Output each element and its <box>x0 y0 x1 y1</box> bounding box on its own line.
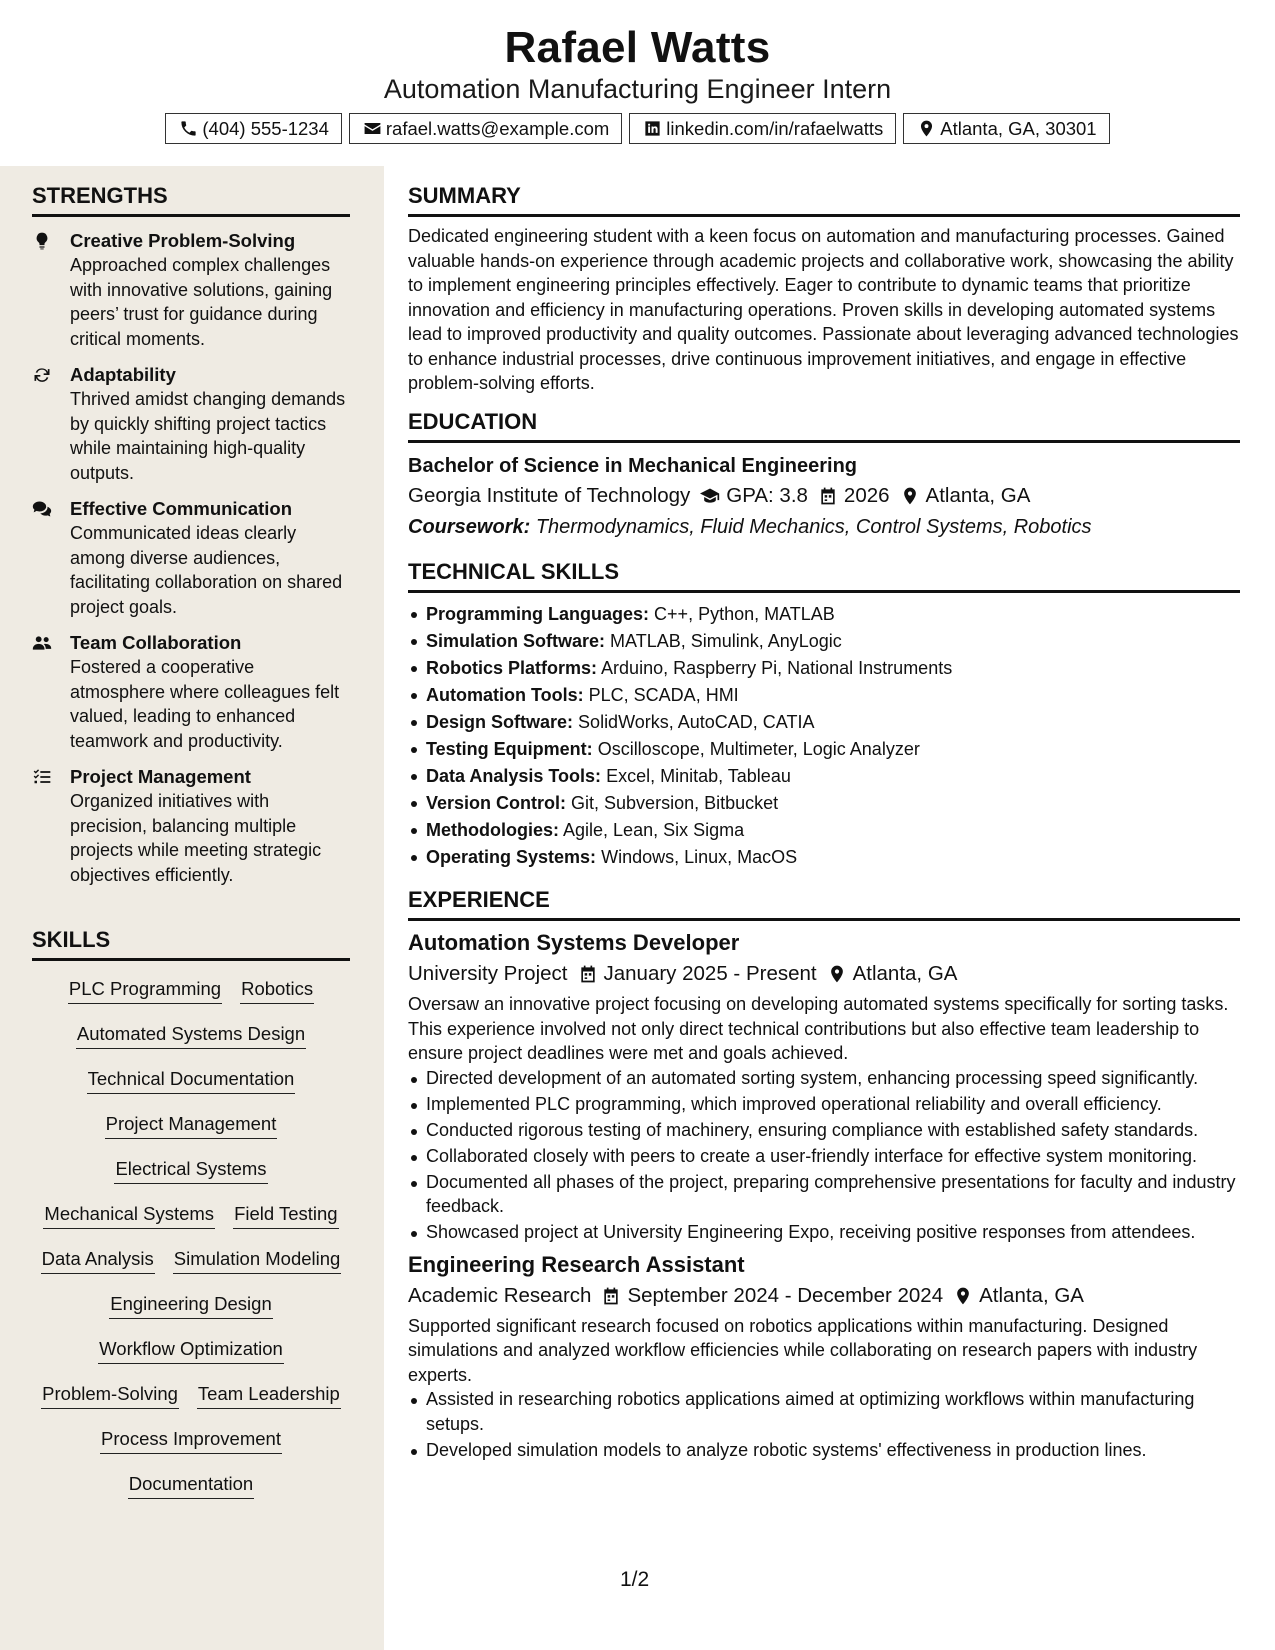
strength-item <box>32 631 350 753</box>
education-section <box>408 408 1240 541</box>
list-item <box>408 790 1240 817</box>
job-bullets <box>408 1387 1240 1462</box>
skill-value: SolidWorks, AutoCAD, CATIA <box>578 712 815 732</box>
skill-tag: Problem-Solving <box>41 1382 179 1409</box>
skill-tag: Mechanical Systems <box>43 1202 215 1229</box>
summary-section <box>408 182 1240 396</box>
skill-label: Version Control: <box>426 793 567 813</box>
gpa: GPA: 3.8 <box>726 484 808 507</box>
education-heading: EDUCATION <box>408 408 1240 443</box>
strength-description: Thrived amidst changing demands by quickly shifting project tactics while maintaining high-quality outputs. <box>70 389 346 483</box>
list-item <box>408 628 1240 655</box>
skill-label: Operating Systems: <box>426 847 597 867</box>
refresh-icon <box>32 365 52 385</box>
skill-tags <box>32 967 350 1507</box>
job-org: Academic Research <box>408 1283 592 1307</box>
comments-icon <box>32 499 52 519</box>
map-pin-icon <box>953 1286 973 1306</box>
strength-title: Project Management <box>70 766 251 787</box>
skill-tag: Automated Systems Design <box>76 1022 306 1049</box>
strength-description: Communicated ideas clearly among diverse audiences, facilitating collaboration on shared project goals. <box>70 523 343 617</box>
skill-label: Simulation Software: <box>426 631 606 651</box>
skill-tag: Simulation Modeling <box>173 1247 342 1274</box>
strength-description: Organized initiatives with precision, balancing multiple projects while meeting strategic objectives efficiently. <box>70 791 322 885</box>
coursework <box>408 513 1240 541</box>
job-entry <box>408 1251 1240 1463</box>
skill-value: Windows, Linux, MacOS <box>601 847 798 867</box>
phone-text: (404) 555-1234 <box>202 117 329 139</box>
contact-location[interactable] <box>903 113 1109 144</box>
skill-tag: Data Analysis <box>41 1247 155 1274</box>
strength-title: Adaptability <box>70 364 176 385</box>
strengths-heading: STRENGTHS <box>32 182 350 217</box>
experience-section <box>408 886 1240 1464</box>
job-location: Atlanta, GA <box>852 962 958 985</box>
map-pin-icon <box>917 119 936 138</box>
map-pin-icon <box>900 486 920 506</box>
skill-label: Programming Languages: <box>426 604 650 624</box>
job-bullets <box>408 1066 1240 1245</box>
skill-tag: PLC Programming <box>68 977 222 1004</box>
skill-value: Git, Subversion, Bitbucket <box>571 793 779 813</box>
job-entry <box>408 929 1240 1245</box>
location-text: Atlanta, GA, 30301 <box>940 117 1097 139</box>
degree: Bachelor of Science in Mechanical Engineering <box>408 455 858 477</box>
list-item <box>408 763 1240 790</box>
skill-tag: Documentation <box>128 1472 254 1499</box>
list-item: Assisted in researching robotics applications aimed at optimizing workflows within manufacturing setups. <box>408 1387 1240 1436</box>
list-item: Collaborated closely with peers to create a user-friendly interface for effective system monitoring. <box>408 1144 1240 1169</box>
skill-tag: Workflow Optimization <box>98 1337 284 1364</box>
coursework-label: Coursework: <box>408 516 531 538</box>
skill-value: MATLAB, Simulink, AnyLogic <box>610 631 842 651</box>
graduation-cap-icon <box>700 486 720 506</box>
skill-value: Agile, Lean, Six Sigma <box>563 820 745 840</box>
skill-value: Oscilloscope, Multimeter, Logic Analyzer <box>597 739 920 759</box>
job-title: Automation Systems Developer <box>408 930 740 955</box>
skill-tag: Project Management <box>105 1112 278 1139</box>
school: Georgia Institute of Technology <box>408 484 691 507</box>
job-description: Oversaw an innovative project focusing on developing automated systems specifically for sorting tasks. This experience involved not only direct technical contributions but also effective team leadership to ensure project deadlines were met and goals achieved. <box>408 994 1229 1063</box>
list-item: Documented all phases of the project, preparing comprehensive presentations for faculty and industry feedback. <box>408 1170 1240 1219</box>
strength-item <box>32 363 350 485</box>
skill-value: Arduino, Raspberry Pi, National Instruments <box>601 658 953 678</box>
skill-tag: Electrical Systems <box>114 1157 267 1184</box>
strength-description: Approached complex challenges with innovative solutions, gaining peers’ trust for guidance during critical moments. <box>70 255 333 349</box>
technical-skills-heading: TECHNICAL SKILLS <box>408 558 1240 593</box>
skill-value: C++, Python, MATLAB <box>654 604 835 624</box>
list-item: Conducted rigorous testing of machinery, ensuring compliance with established safety standards. <box>408 1118 1240 1143</box>
job-dates: September 2024 - December 2024 <box>627 1283 944 1307</box>
technical-skills-list <box>408 601 1240 871</box>
job-org: University Project <box>408 962 568 985</box>
list-item <box>408 655 1240 682</box>
list-item <box>408 601 1240 628</box>
users-icon <box>32 633 52 653</box>
candidate-name: Rafael Watts <box>504 23 771 72</box>
strength-title: Team Collaboration <box>70 632 242 653</box>
contact-bar <box>0 113 1275 144</box>
resume-header <box>0 0 1275 166</box>
strength-title: Effective Communication <box>70 498 293 519</box>
skill-label: Testing Equipment: <box>426 739 593 759</box>
job-meta <box>408 960 1240 988</box>
technical-skills-section <box>408 558 1240 871</box>
list-item: Directed development of an automated sorting system, enhancing processing speed significantly. <box>408 1066 1240 1091</box>
linkedin-text: linkedin.com/in/rafaelwatts <box>666 117 884 139</box>
list-item: Developed simulation models to analyze robotic systems' effectiveness in production lines. <box>408 1438 1240 1463</box>
contact-linkedin[interactable] <box>629 113 896 144</box>
strength-title: Creative Problem-Solving <box>70 230 296 251</box>
summary-text: Dedicated engineering student with a keen focus on automation and manufacturing processes. Gained valuable hands-on experience through academic projects and collaborative work, showcasing the ability to implement engineering principles effectively. Eager to contribute to dynamic teams that prioritize innovation and efficiency in manufacturing operations. Proven skills in developing automated systems lead to improved productivity and quality outcomes. Passionate about leveraging advanced technologies to enhance industrial processes, drive continuous improvement initiatives, and engage in effective problem-solving efforts. <box>408 226 1239 393</box>
calendar-icon <box>818 486 838 506</box>
page-number: 1/2 <box>620 1568 650 1591</box>
list-item <box>408 709 1240 736</box>
list-item <box>408 736 1240 763</box>
skill-label: Automation Tools: <box>426 685 584 705</box>
skill-label: Robotics Platforms: <box>426 658 598 678</box>
calendar-icon <box>601 1286 621 1306</box>
job-description: Supported significant research focused on robotics applications within manufacturing. Designed simulations and analyzed workflow efficiencies while collaborating on research papers with industry experts. <box>408 1315 1198 1385</box>
skills-section <box>32 926 350 1507</box>
strength-item <box>32 229 350 351</box>
sidebar <box>0 166 384 1650</box>
strength-description: Fostered a cooperative atmosphere where colleagues felt valued, leading to enhanced teamwork and productivity. <box>70 657 340 751</box>
skill-tag: Robotics <box>240 977 314 1004</box>
skill-value: PLC, SCADA, HMI <box>588 685 739 705</box>
skills-heading: SKILLS <box>32 926 350 961</box>
map-pin-icon <box>827 964 847 984</box>
experience-heading: EXPERIENCE <box>408 886 1240 921</box>
list-item <box>408 682 1240 709</box>
lightbulb-icon <box>32 231 52 251</box>
candidate-title: Automation Manufacturing Engineer Intern <box>383 74 892 104</box>
skill-tag: Field Testing <box>233 1202 339 1229</box>
contact-email[interactable] <box>349 113 622 144</box>
job-location: Atlanta, GA <box>979 1283 1084 1307</box>
skill-label: Design Software: <box>426 712 574 732</box>
envelope-icon <box>363 119 382 138</box>
list-item: Implemented PLC programming, which improved operational reliability and overall efficiency. <box>408 1092 1240 1117</box>
skill-tag: Process Improvement <box>100 1427 282 1454</box>
job-title: Engineering Research Assistant <box>408 1251 745 1277</box>
linkedin-icon <box>643 119 662 138</box>
skill-tag: Engineering Design <box>109 1292 272 1319</box>
skill-tag: Technical Documentation <box>87 1067 296 1094</box>
strength-item <box>32 765 350 887</box>
list-item <box>408 844 1240 871</box>
skill-label: Methodologies: <box>426 820 559 840</box>
summary-heading: SUMMARY <box>408 182 1240 217</box>
task-list-icon <box>32 767 52 787</box>
skill-label: Data Analysis Tools: <box>426 766 602 786</box>
job-meta <box>408 1282 1240 1310</box>
phone-icon <box>179 119 198 138</box>
job-dates: January 2025 - Present <box>603 962 817 985</box>
calendar-icon <box>578 964 598 984</box>
list-item: Showcased project at University Engineering Expo, receiving positive responses from attendees. <box>408 1220 1240 1245</box>
email-text: rafael.watts@example.com <box>385 117 610 139</box>
strength-item <box>32 497 350 619</box>
graduation-year: 2026 <box>843 484 890 507</box>
education-meta <box>408 482 1240 510</box>
strengths-section <box>32 182 350 887</box>
education-location: Atlanta, GA <box>925 484 1031 507</box>
coursework-list: Thermodynamics, Fluid Mechanics, Control Systems, Robotics <box>535 516 1092 538</box>
skill-value: Excel, Minitab, Tableau <box>606 766 791 786</box>
skill-tag: Team Leadership <box>197 1382 341 1409</box>
contact-phone[interactable] <box>165 113 342 144</box>
list-item <box>408 817 1240 844</box>
